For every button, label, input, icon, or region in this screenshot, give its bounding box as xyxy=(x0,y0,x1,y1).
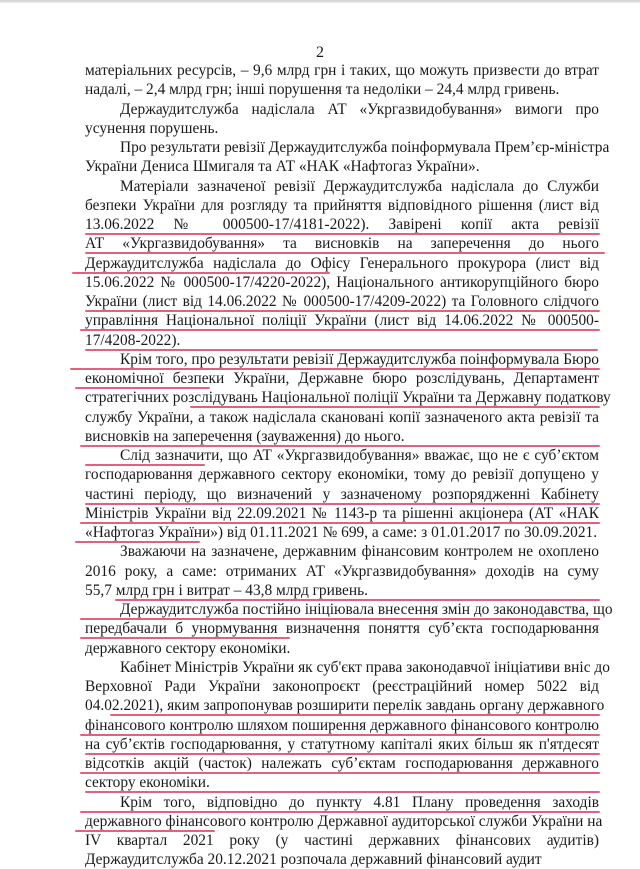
highlight-underline xyxy=(75,387,210,389)
text-line: частині періоду, що визначений у зазначеному розпорядженні Кабінету xyxy=(85,485,599,503)
text-line: фінансового контролю шляхом поширення державного фінансового контролю xyxy=(85,716,599,734)
highlight-underline xyxy=(85,252,605,254)
text-line: «Нафтогаз України») від 01.11.2021 № 699, а саме: з 01.01.2017 по 30.09.2021. xyxy=(85,524,598,541)
text-line: 2016 року, а саме: отриманих АТ «Укргазвидобування» доходів на суму xyxy=(85,562,599,580)
page-number: 2 xyxy=(316,44,324,61)
text-line: сектору економіки. xyxy=(85,774,210,792)
text-line: АТ «Укргазвидобування» та висновків на заперечення до нього xyxy=(85,235,599,253)
text-line: економічної безпеки України, Державне бюро розслідувань, Департамент xyxy=(85,370,599,387)
highlight-underline xyxy=(115,599,600,601)
text-line: Матеріали зазначеної ревізії Держаудитслужба надіслала до Служби xyxy=(120,177,599,195)
highlight-underline xyxy=(80,522,600,524)
highlight-underline xyxy=(85,349,598,351)
highlight-underline xyxy=(85,753,600,755)
highlight-underline xyxy=(80,618,600,620)
text-line: усунення порушень. xyxy=(85,119,219,137)
highlight-underline xyxy=(85,464,205,466)
text-line: 17/4208-2022). xyxy=(85,331,181,349)
text-line: державного сектору економіки. xyxy=(85,639,291,657)
text-line: Крім того, відповідно до пункту 4.81 Плану проведення заходів xyxy=(120,793,599,811)
highlight-underline xyxy=(80,445,600,447)
text-line: IV квартал 2021 року (у частині державних фінансових аудитів) xyxy=(85,832,599,849)
highlight-underline xyxy=(80,734,600,736)
text-line: Крім того, про результати ревізії Держаудитслужба поінформувала Бюро xyxy=(120,350,599,368)
text-line: Кабінет Міністрів України як суб'єкт права законодавчої ініціативи вніс до xyxy=(120,658,610,676)
text-line: Держаудитслужба 20.12.2021 розпочала державний фінансовий аудит xyxy=(85,851,542,869)
text-line: Верховної Ради України законопроєкт (реєстраційний номер 5022 від xyxy=(85,678,599,695)
highlight-underline xyxy=(75,541,200,543)
text-line: Держаудитслужба надіслала АТ «Укргазвидобування» вимоги про xyxy=(120,100,599,118)
text-line: 04.02.2021), яким запропонував розширити перелік завдань органу державного xyxy=(85,697,605,715)
highlight-underline xyxy=(80,811,600,813)
text-line: України Дениса Шмигаля та АТ «НАК «Нафтогаз України». xyxy=(85,158,480,176)
highlight-underline xyxy=(80,772,600,774)
text-line: відсотків акцій (часток) належать суб’єктам господарювання державного xyxy=(85,755,599,772)
highlight-underline xyxy=(85,233,600,235)
text-line: матеріальних ресурсів, – 9,6 млрд грн і таких, що можуть призвести до втрат xyxy=(85,62,599,79)
highlight-underline xyxy=(80,329,600,331)
text-line: державного фінансового контролю Державної аудиторської служби України на xyxy=(85,812,603,830)
highlight-underline xyxy=(70,368,600,370)
text-line: Слід зазначити, що АТ «Укргазвидобування» вважає, що не є суб’єктом xyxy=(120,447,599,464)
text-line: Держаудитслужба постійно ініціювала внесення змін до законодавства, що xyxy=(120,601,613,618)
highlight-underline xyxy=(110,714,600,716)
text-line: Зважаючи на зазначене, державним фінансовим контролем не охоплено xyxy=(120,543,599,561)
highlight-underline xyxy=(80,637,290,639)
text-line: службу України, а також надіслала скановані копії зазначеного акта ревізії та xyxy=(85,408,599,426)
text-line: господарювання державного сектору економіки, тому до ревізії допущено у xyxy=(85,466,599,484)
text-line: 15.06.2022 № 000500-17/4220-2022), Національного антикорупційного бюро xyxy=(85,273,599,291)
text-line: надалі, – 2,4 млрд грн; інші порушення та недоліки – 24,4 млрд гривень. xyxy=(85,81,560,99)
text-line: Держаудитслужба надіслала до Офісу Генерального прокурора (лист від xyxy=(85,254,599,272)
text-line: висновків на заперечення (зауваження) до нього. xyxy=(85,427,405,445)
text-line: передбачали б унормування визначення поняття суб’єкта господарювання xyxy=(85,620,599,638)
highlight-underline xyxy=(85,310,600,312)
viewer-top-edge xyxy=(0,0,640,3)
text-line: Міністрів України від 22.09.2021 № 1143-р та рішенні акціонера (АТ «НАК xyxy=(85,504,599,522)
text-line: 13.06.2022 № 000500-17/4181-2022). Завірені копії акта ревізії xyxy=(85,216,599,233)
highlight-underline xyxy=(72,272,330,274)
text-line: безпеки України для розгляду та прийняття відповідного рішення (лист від xyxy=(85,196,599,214)
text-line: управління Національної поліції України (лист від 14.06.2022 № 000500- xyxy=(85,312,599,330)
text-line: 55,7 млрд грн і витрат – 43,8 млрд гривень. xyxy=(85,581,368,599)
text-line: стратегічних розслідувань Національної поліції України та Державну податкову xyxy=(85,389,611,407)
text-line: на суб’єктів господарювання, у статутному капіталі яких більш як п'ятдесят xyxy=(85,735,599,753)
text-line: України (лист від 14.06.2022 № 000500-17/4209-2022) та Головного слідчого xyxy=(85,293,599,310)
highlight-underline xyxy=(75,830,215,832)
highlight-underline xyxy=(190,406,600,408)
highlight-underline xyxy=(85,791,600,793)
text-line: Про результати ревізії Держаудитслужба поінформувала Прем’єр-міністра xyxy=(120,139,610,156)
highlight-underline xyxy=(85,503,600,505)
